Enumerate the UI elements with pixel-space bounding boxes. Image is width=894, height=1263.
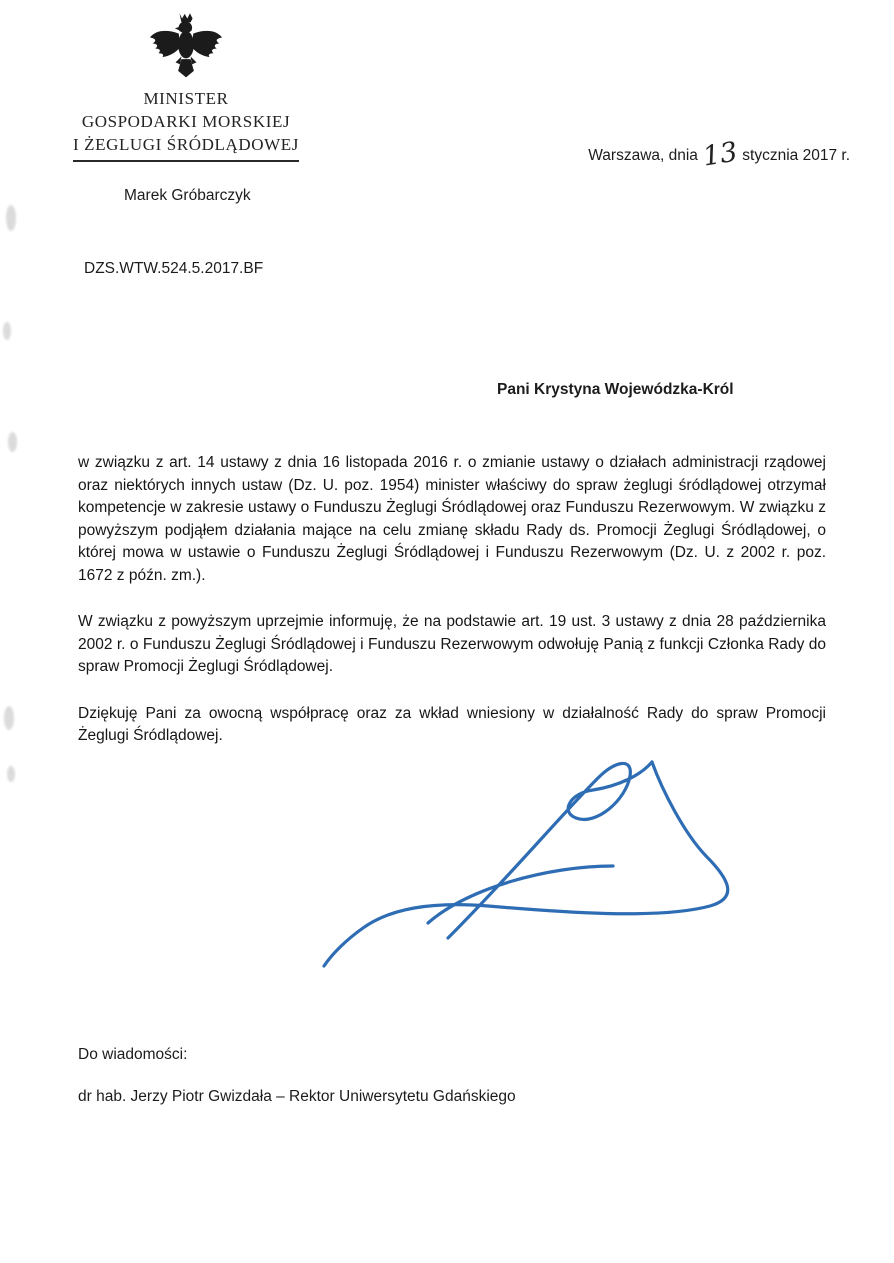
handwritten-day-number: 13 [700, 136, 740, 173]
signature-stroke-lower [324, 762, 728, 966]
signature-block [318, 738, 748, 978]
handwritten-signature [318, 738, 748, 973]
scan-speck [7, 766, 15, 782]
scan-artifacts [0, 0, 20, 1263]
scan-speck [6, 205, 16, 231]
body-paragraph-2: W związku z powyższym uprzejmie informuję, że na podstawie art. 19 ust. 3 ustawy z dnia 28 października 2002 r. o Funduszu Żeglugi Śródlądowej i Funduszu Rezerwowym odwołuję Panią z funkcji Członka Rady do spraw Promocji Żeglugi Śródlądowej. [78, 613, 826, 675]
body-paragraph-3: Dziękuję Pani za owocną współpracę oraz za wkład wniesiony w działalność Rady do spraw Promocji Żeglugi Śródlądowej. [78, 704, 826, 744]
dateline-prefix: Warszawa, dnia [588, 147, 698, 164]
cc-recipient: dr hab. Jerzy Piotr Gwizdała – Rektor Uniwersytetu Gdańskiego [78, 1088, 516, 1105]
scan-speck [8, 432, 17, 452]
signature-stroke-loop [428, 866, 613, 923]
letterhead-title-line3 [40, 134, 332, 162]
body-paragraph-1: w związku z art. 14 ustawy z dnia 16 listopada 2016 r. o zmianie ustawy o działach administracji rządowej oraz niektórych innych ustaw (Dz. U. poz. 1954) minister właściwy do spraw żeglugi śródlądowej otrzymał kompetencje w zakresie ustawy o Funduszu Żeglugi Śródlądowej oraz Funduszu Rezerwowym. W związku z powyższym podjąłem działania mające na celu zmianę składu Rady ds. Promocji Żeglugi Śródlądowej, o której mowa w ustawie o Funduszu Żeglugi Śródlądowej i Funduszu Rezerwowym (Dz. U. z 2002 r. poz. 1672 z późn. zm.). [78, 454, 826, 584]
minister-name: Marek Gróbarczyk [124, 187, 251, 204]
scan-speck [4, 706, 14, 730]
polish-eagle-emblem-icon [146, 10, 226, 82]
scan-speck [3, 322, 11, 340]
letterhead-title-line1: MINISTER [143, 89, 229, 108]
dateline-suffix: stycznia 2017 r. [742, 147, 850, 164]
reference-number: DZS.WTW.524.5.2017.BF [84, 260, 264, 277]
cc-label: Do wiadomości: [78, 1046, 188, 1063]
letterhead-title-line3-text: I ŻEGLUGI ŚRÓDLĄDOWEJ [73, 134, 299, 162]
dateline [588, 136, 850, 173]
letter-body [78, 452, 826, 748]
letterhead [40, 10, 332, 162]
recipient-name: Pani Krystyna Wojewódzka-Król [497, 381, 734, 398]
letterhead-title-line2: GOSPODARKI MORSKIEJ [81, 111, 291, 131]
